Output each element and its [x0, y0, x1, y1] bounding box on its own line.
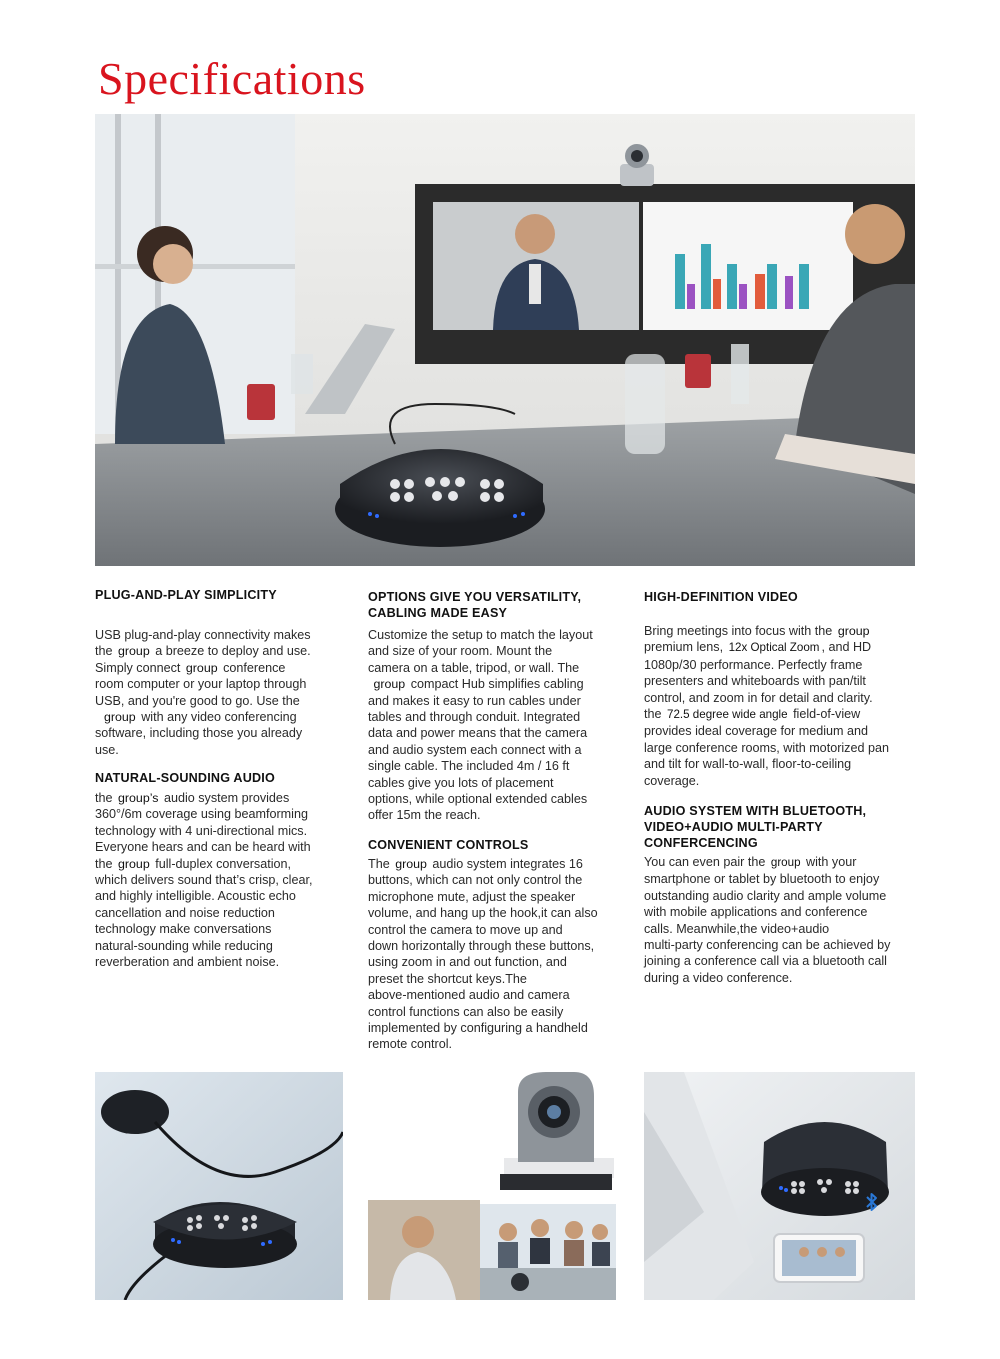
- text-line: the group full-duplex conversation,: [95, 856, 292, 871]
- text-line: Everyone hears and can be heard with: [95, 840, 311, 855]
- text-line: cancellation and noise reduction: [95, 905, 275, 920]
- options-section: [368, 589, 623, 824]
- text-line: offer 15m the reach.: [368, 808, 481, 823]
- section-heading: HIGH-DEFINITION VIDEO: [644, 590, 798, 604]
- product-name: group: [118, 644, 150, 659]
- text-line: options, while optional extended cables: [368, 792, 588, 807]
- controls-section: [368, 837, 623, 1053]
- bluetooth-icon: [865, 1192, 879, 1212]
- section-heading: PLUG-AND-PLAY SIMPLICITY: [95, 588, 277, 602]
- text-line: 1080p/30 performance. Perfectly frame: [644, 657, 863, 672]
- text-line: the 72.5 degree wide angle field-of-view: [644, 707, 861, 722]
- text-line: preset the shortcut keys.The: [368, 971, 527, 986]
- text-line: technology with 4 uni-directional mics.: [95, 823, 308, 838]
- section-heading: CONVENIENT CONTROLS: [368, 838, 529, 852]
- text-line: and size of your room. Mount the: [368, 644, 553, 659]
- angle-spec: 72.5 degree wide angle: [667, 708, 788, 722]
- text-line: the group’s audio system provides: [95, 791, 290, 805]
- text-line: Simply connect group conference: [95, 660, 286, 675]
- text-line: large conference rooms, with motorized pan: [644, 740, 890, 755]
- text-line: You can even pair the group with your: [644, 855, 857, 869]
- text-line: Customize the setup to match the layout: [368, 628, 593, 642]
- product-name: group: [104, 710, 136, 725]
- text-line: USB plug-and-play connectivity makes: [95, 628, 311, 642]
- text-line: control the camera to move up and: [368, 922, 563, 937]
- text-line: remote control.: [368, 1037, 452, 1052]
- text-line: coverage.: [644, 773, 700, 788]
- text-line: group compact Hub simplifies cabling: [373, 677, 584, 692]
- natural-audio-section: [95, 770, 345, 970]
- section-heading: CABLING MADE EASY: [368, 606, 508, 620]
- text-line: room computer or your laptop through: [95, 677, 307, 692]
- hd-video-section: [644, 589, 919, 789]
- text-line: volume, and hang up the hook,it can also: [368, 906, 598, 921]
- product-name: group: [118, 856, 150, 871]
- text-line: 360°/6m coverage using beamforming: [95, 807, 308, 822]
- text-line: calls. Meanwhile,the video+audio: [644, 921, 830, 936]
- text-line: the group a breeze to deploy and use.: [95, 644, 311, 659]
- text-line: and audio system each connect with a: [368, 742, 582, 757]
- text-line: and highly intelligible. Acoustic echo: [95, 889, 296, 904]
- text-line: data and power means that the camera: [368, 726, 588, 741]
- text-line: natural-sounding while reducing: [95, 938, 273, 953]
- product-name: group: [395, 857, 427, 871]
- text-line: and makes it easy to run cables under: [368, 693, 581, 708]
- zoom-spec: 12x Optical Zoom: [728, 641, 820, 655]
- text-line: implemented by configuring a handheld: [368, 1021, 588, 1036]
- text-line: technology make conversations: [95, 922, 272, 937]
- text-line: use.: [95, 742, 119, 757]
- section-heading: AUDIO SYSTEM WITH BLUETOOTH,: [644, 804, 867, 818]
- plug-and-play-section: [95, 587, 345, 758]
- text-line: control functions can also be easily: [368, 1004, 564, 1019]
- text-line: and tilt for wall-to-wall, floor-to-ceiling: [644, 757, 852, 772]
- text-line: camera on a table, tripod, or wall. The: [368, 660, 580, 675]
- text-line: single cable. The included 4m / 16 ft: [368, 759, 570, 774]
- text-line: microphone mute, adjust the speaker: [368, 889, 576, 904]
- text-line: down horizontally through these buttons,: [368, 939, 595, 954]
- section-heading: NATURAL-SOUNDING AUDIO: [95, 771, 275, 785]
- page-title: Specifications: [98, 53, 366, 104]
- product-name: group: [373, 677, 406, 692]
- bluetooth-pairing-photo: [644, 1072, 915, 1300]
- text-line: Bring meetings into focus with the group: [644, 624, 870, 638]
- text-line: premium lens, 12x Optical Zoom , and HD: [644, 640, 872, 655]
- text-line: joining a conference call via a bluetooth call: [644, 954, 887, 969]
- text-line: presenters and whiteboards with pan/tilt: [644, 674, 866, 689]
- product-name: group: [185, 660, 218, 675]
- text-line: USB, and you're good to go. Use the: [95, 693, 300, 708]
- text-line: using zoom in and out function, and: [368, 955, 567, 970]
- section-heading: OPTIONS GIVE YOU VERSATILITY,: [368, 590, 582, 604]
- video-conference-photo: [368, 1072, 618, 1300]
- text-line: which delivers sound that’s crisp, clear,: [95, 873, 313, 888]
- text-line: above-mentioned audio and camera: [368, 988, 570, 1003]
- text-line: smartphone or tablet by bluetooth to enjoy: [644, 872, 880, 887]
- text-line: provides ideal coverage for medium and: [644, 724, 869, 739]
- text-line: outstanding audio clarity and ample volume: [644, 888, 887, 903]
- product-name: group: [770, 856, 801, 869]
- section-heading: VIDEO+AUDIO MULTI-PARTY: [644, 820, 823, 834]
- text-line: multi-party conferencing can be achieved by: [644, 938, 891, 953]
- section-heading: CONFERCENCING: [644, 836, 758, 850]
- text-line: reverberation and ambient noise.: [95, 955, 280, 970]
- product-name: group’s: [118, 791, 159, 805]
- text-line: tables and through conduit. Integrated: [368, 710, 581, 725]
- text-line: The group audio system integrates 16: [368, 857, 583, 871]
- text-line: group with any video conferencing: [104, 710, 297, 725]
- conference-room-photo: [95, 114, 915, 566]
- bluetooth-section: [644, 803, 919, 986]
- text-line: cables give you lots of placement: [368, 775, 554, 790]
- text-line: during a video conference.: [644, 970, 793, 985]
- text-line: software, including those you already: [95, 726, 303, 741]
- text-line: control, and zoom in for detail and clarity.: [644, 690, 873, 705]
- text-line: buttons, which can not only control the: [368, 873, 583, 888]
- product-name: group: [837, 624, 870, 638]
- text-line: with mobile applications and conference: [644, 905, 868, 920]
- speakerphone-photo: [95, 1072, 343, 1300]
